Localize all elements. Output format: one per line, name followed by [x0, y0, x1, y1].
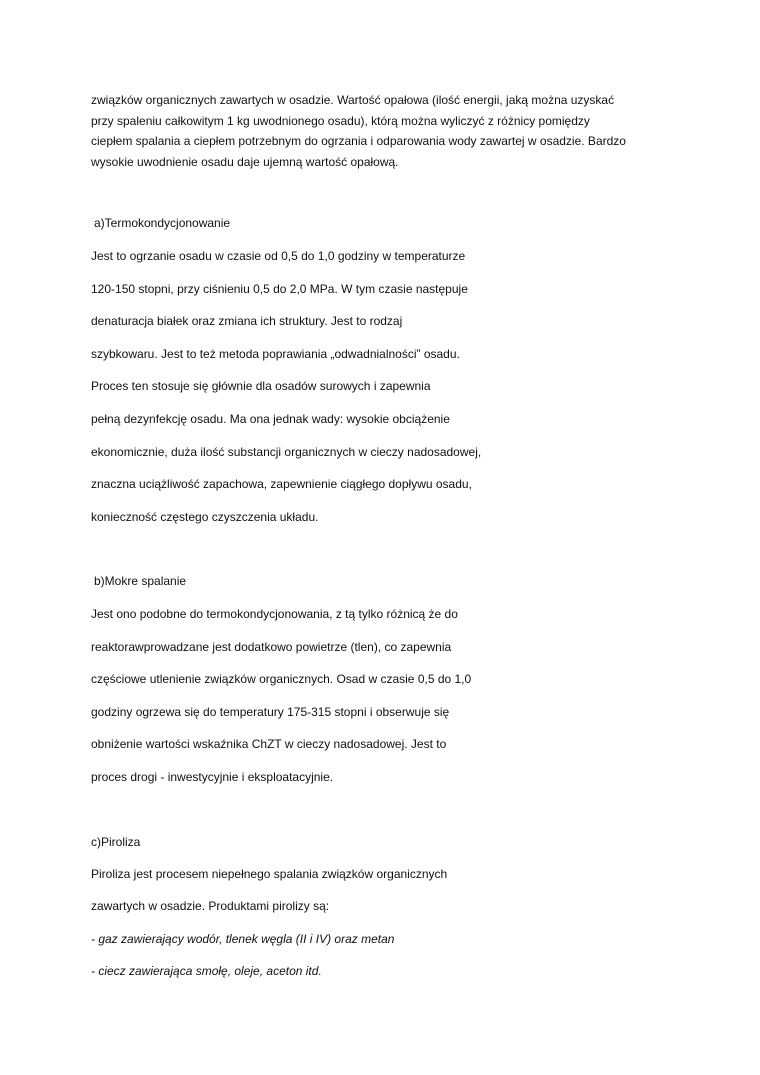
section-b-line: godziny ogrzewa się do temperatury 175-315 stopni i obserwuje się — [91, 705, 450, 719]
section-b-heading: b)Mokre spalanie — [94, 574, 187, 588]
section-a-line: denaturacja białek oraz zmiana ich struktury. Jest to rodzaj — [91, 314, 403, 328]
section-a-heading: a)Termokondycjonowanie — [94, 216, 231, 230]
section-a-line: znaczna uciążliwość zapachowa, zapewnienie ciągłego dopływu osadu, — [91, 477, 472, 491]
section-a-line: 120-150 stopni, przy ciśnieniu 0,5 do 2,0 MPa. W tym czasie następuje — [91, 282, 468, 296]
section-c-line: Piroliza jest procesem niepełnego spalania związków organicznych — [91, 867, 448, 881]
intro-paragraph — [91, 90, 691, 172]
section-a-line: pełną dezynfekcję osadu. Ma ona jednak wady: wysokie obciążenie — [91, 412, 450, 426]
section-b-line: Jest ono podobne do termokondycjonowania, z tą tylko różnicą że do — [91, 607, 458, 621]
section-b-line: częściowe utlenienie związków organicznych. Osad w czasie 0,5 do 1,0 — [91, 672, 472, 686]
intro-line: związków organicznych zawartych w osadzie. Wartość opałowa (ilość energii, jaką można uzyskać — [91, 93, 615, 107]
intro-line: wysokie uwodnienie osadu daje ujemną wartość opałową. — [91, 154, 399, 169]
section-b-line: reaktorawprowadzane jest dodatkowo powietrze (tlen), co zapewnia — [91, 640, 452, 654]
section-b-line: obniżenie wartości wskaźnika ChZT w cieczy nadosadowej. Jest to — [91, 737, 447, 751]
section-a-line: szybkowaru. Jest to też metoda poprawiania „odwadnialności” osadu. — [91, 347, 460, 361]
section-c-list-item: - ciecz zawierająca smołę, oleje, aceton itd. — [91, 964, 322, 978]
section-c-heading: c)Piroliza — [91, 835, 141, 849]
section-a-line: Jest to ogrzanie osadu w czasie od 0,5 do 1,0 godziny w temperaturze — [91, 249, 466, 263]
section-a-line: konieczność częstego czyszczenia układu. — [91, 510, 319, 524]
section-b-line: proces drogi - inwestycyjnie i eksploatacyjnie. — [91, 770, 334, 784]
intro-line: przy spaleniu całkowitym 1 kg uwodnionego osadu), którą można wyliczyć z różnicy pomiędzy — [91, 113, 590, 128]
section-c-list-item: - gaz zawierający wodór, tlenek węgla (II i IV) oraz metan — [91, 932, 395, 946]
intro-line: ciepłem spalania a ciepłem potrzebnym do ogrzania i odparowania wody zawartej w osadzie. Bardzo — [91, 134, 626, 149]
section-a-line: ekonomicznie, duża ilość substancji organicznych w cieczy nadosadowej, — [91, 445, 482, 459]
section-c-line: zawartych w osadzie. Produktami pirolizy są: — [91, 899, 330, 913]
section-a-line: Proces ten stosuje się głównie dla osadów surowych i zapewnia — [91, 379, 431, 393]
